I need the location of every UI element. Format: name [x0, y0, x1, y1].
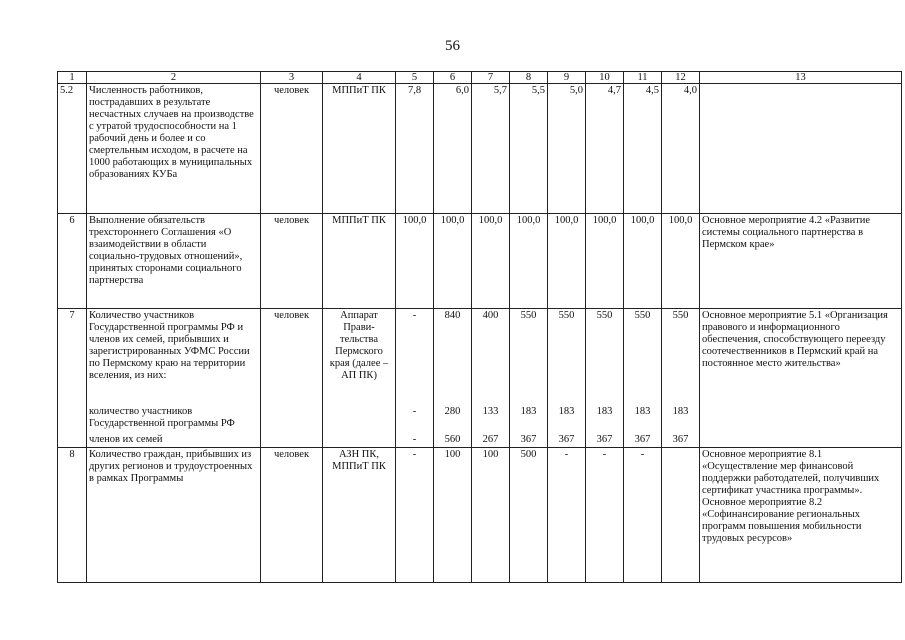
value-cell: 133	[472, 405, 510, 433]
header-cell: 4	[323, 72, 396, 84]
header-cell: 13	[700, 72, 902, 84]
value-cell: 183	[662, 405, 700, 433]
row-number: 6	[58, 214, 87, 309]
unit-cell: человек	[261, 84, 323, 214]
indicator-text: Выполнение обязательств трехстороннего Соглашения «О взаимодействии в области социально-трудовых отношений», принятых сторонами социального партнерства	[87, 214, 261, 309]
header-cell: 8	[510, 72, 548, 84]
table-row	[58, 84, 902, 214]
responsible-cell: МППиТ ПК	[323, 214, 396, 309]
value-cell: 367	[662, 433, 700, 448]
value-cell: 550	[662, 309, 700, 405]
value-cell: 267	[472, 433, 510, 448]
value-cell: 183	[624, 405, 662, 433]
header-cell: 6	[434, 72, 472, 84]
value-cell: 100,0	[510, 214, 548, 309]
value-cell: -	[396, 433, 434, 448]
indicators-table	[57, 71, 902, 583]
indicator-text: членов их семей	[87, 433, 261, 448]
indicator-text: Количество граждан, прибывших из других регионов и трудоустроенных в рамках Программы	[87, 448, 261, 583]
header-cell: 3	[261, 72, 323, 84]
value-cell: 100,0	[586, 214, 624, 309]
value-cell: 5,0	[548, 84, 586, 214]
row-number: 5.2	[58, 84, 87, 214]
unit-cell: человек	[261, 214, 323, 309]
value-cell: 367	[624, 433, 662, 448]
header-cell: 2	[87, 72, 261, 84]
header-cell: 5	[396, 72, 434, 84]
value-cell: -	[396, 405, 434, 433]
note-cell	[700, 448, 902, 583]
table-row	[58, 448, 902, 583]
value-cell: -	[586, 448, 624, 583]
header-cell: 9	[548, 72, 586, 84]
value-cell: -	[624, 448, 662, 583]
value-cell: 7,8	[396, 84, 434, 214]
note-cell	[700, 84, 902, 214]
value-cell: 550	[510, 309, 548, 405]
value-cell: 840	[434, 309, 472, 405]
value-cell: 183	[548, 405, 586, 433]
value-cell: 4,0	[662, 84, 700, 214]
header-cell: 1	[58, 72, 87, 84]
value-cell	[662, 448, 700, 583]
value-cell: -	[396, 448, 434, 583]
value-cell: 367	[586, 433, 624, 448]
value-cell: 100	[472, 448, 510, 583]
unit-cell: человек	[261, 448, 323, 583]
value-cell: 367	[510, 433, 548, 448]
value-cell: 550	[624, 309, 662, 405]
value-cell: 500	[510, 448, 548, 583]
value-cell: 100	[434, 448, 472, 583]
row-number: 8	[58, 448, 87, 583]
value-cell: -	[548, 448, 586, 583]
table-row	[58, 214, 902, 309]
header-cell: 7	[472, 72, 510, 84]
header-row	[58, 72, 902, 84]
note-cell: Основное мероприятие 4.2 «Развитие системы социального партнерства в Пермском крае»	[700, 214, 902, 309]
value-cell: 550	[548, 309, 586, 405]
value-cell: 280	[434, 405, 472, 433]
value-cell: 550	[586, 309, 624, 405]
header-cell: 11	[624, 72, 662, 84]
table-row	[58, 309, 902, 405]
responsible-cell: МППиТ ПК	[323, 84, 396, 214]
value-cell: 400	[472, 309, 510, 405]
header-cell: 10	[586, 72, 624, 84]
note-cell: Основное мероприятие 5.1 «Организация правового и информационного обеспечения, способствующего переезду соотечественников в Пермский край на постоянное место жительства»	[700, 309, 902, 448]
value-cell: 5,7	[472, 84, 510, 214]
value-cell: -	[396, 309, 434, 405]
value-cell: 183	[586, 405, 624, 433]
value-cell: 4,5	[624, 84, 662, 214]
value-cell: 100,0	[434, 214, 472, 309]
value-cell: 100,0	[472, 214, 510, 309]
value-cell: 4,7	[586, 84, 624, 214]
page-number: 56	[445, 38, 460, 54]
note-text: Основное мероприятие 8.1 «Осуществление мер финансовой поддержки работодателей, получивших сертификат участника программы».	[702, 449, 880, 496]
responsible-cell: АЗН ПК, МППиТ ПК	[323, 448, 396, 583]
value-cell: 183	[510, 405, 548, 433]
value-cell: 560	[434, 433, 472, 448]
responsible-cell: Аппарат Прави-тельства Пермского края (далее – АП ПК)	[323, 309, 396, 448]
note-text: Основное мероприятие 8.2 «Софинансирование региональных программ повышения мобильности трудовых ресурсов»	[702, 497, 862, 544]
indicator-text: количество участников Государственной программы РФ	[87, 405, 261, 433]
value-cell: 100,0	[396, 214, 434, 309]
indicator-text: Численность работников, пострадавших в результате несчастных случаев на производстве с утратой трудоспособности на 1 рабочий день и более и со смертельным исходом, в расчете на 1000 работающих в муниципальных образованиях КУБа	[87, 84, 261, 214]
row-number: 7	[58, 309, 87, 448]
indicator-text: Количество участников Государственной программы РФ и членов их семей, прибывших и зарегистрированных УФМС России по Пермскому краю на территории вселения, из них:	[87, 309, 261, 405]
value-cell: 100,0	[624, 214, 662, 309]
unit-cell: человек	[261, 309, 323, 448]
value-cell: 5,5	[510, 84, 548, 214]
value-cell: 367	[548, 433, 586, 448]
value-cell: 100,0	[662, 214, 700, 309]
value-cell: 6,0	[434, 84, 472, 214]
value-cell: 100,0	[548, 214, 586, 309]
header-cell: 12	[662, 72, 700, 84]
